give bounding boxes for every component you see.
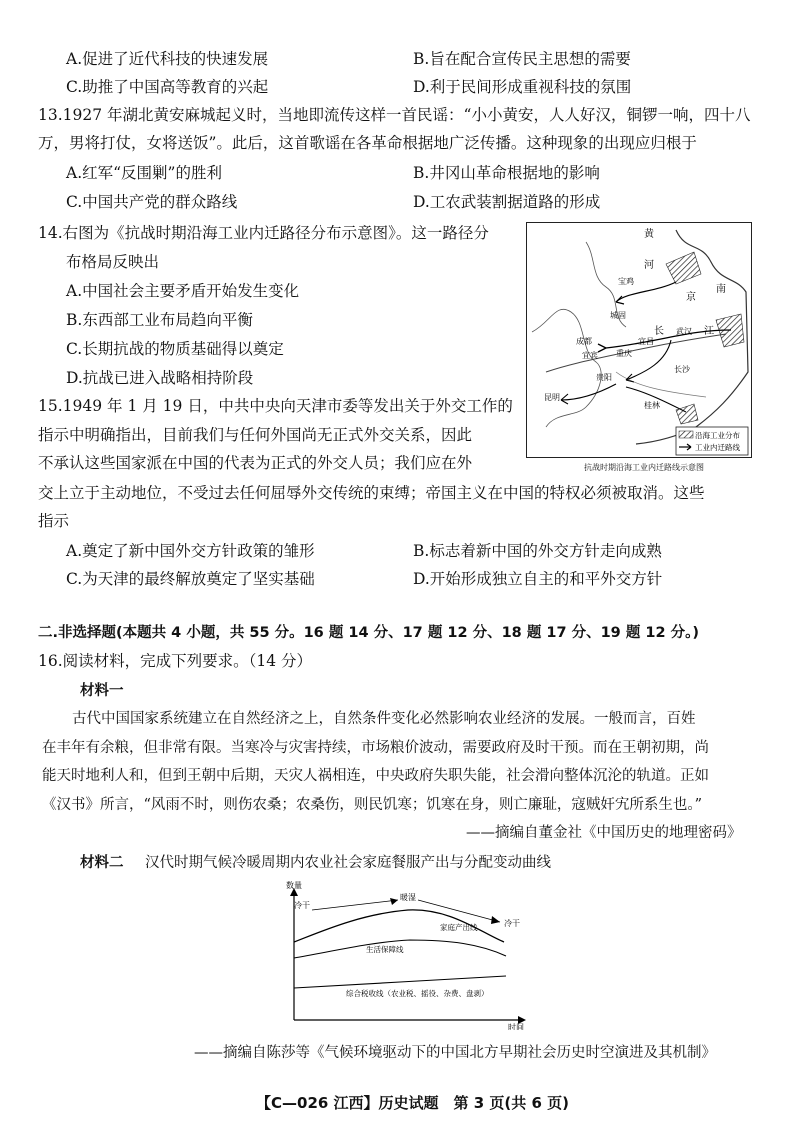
q14-option-a: A.中国社会主要矛盾开始发生变化 [66, 282, 300, 300]
legend-route-label: 工业内迁路线 [695, 443, 740, 452]
map-svg [526, 222, 752, 458]
material2-caption: 汉代时期气候冷暖周期内农业社会家庭餐服产出与分配变动曲线 [145, 855, 551, 871]
map-label-baoji: 宝鸡 [618, 277, 634, 286]
q13-stem-line2: 万，男将打仗，女将送饭”。此后，这首歌谣在各革命根据地广泛传播。这种现象的出现应归根于 [38, 134, 697, 152]
map-label-kunming: 昆明 [544, 393, 560, 402]
q15-line4: 交上立于主动地位，不受过去任何屈辱外交传统的束缚；帝国主义在中国的特权必须被取消。这些 [38, 484, 705, 502]
map-label-chang: 长 [654, 326, 664, 337]
map-label-changsha: 长沙 [674, 365, 690, 374]
q14-option-c: C.长期抗战的物质基础得以奠定 [66, 340, 284, 358]
section2-heading: 二.非选择题(本题共 4 小题，共 55 分。16 题 14 分、17 题 12 分、18 题 17 分、19 题 12 分。) [38, 625, 699, 641]
map-label-he: 河 [644, 260, 654, 271]
q13-option-d: D.工农武装割据道路的形成 [413, 193, 601, 211]
map-label-yichang: 宜昌 [638, 337, 654, 346]
map-label-chongqing: 重庆 [616, 349, 632, 358]
q15-option-b: B.标志着新中国的外交方针走向成熟 [413, 542, 662, 560]
map-label-wuhan: 武汉 [676, 327, 692, 336]
q14-stem-line1: 14.右图为《抗战时期沿海工业内迁路径分布示意图》。这一路径分 [38, 224, 489, 242]
q13-option-b: B.井冈山革命根据地的影响 [413, 164, 600, 182]
material1-line2: 在丰年有余粮，但非常有限。当寒冷与灾害持续，市场粮价波动，需要政府及时干预。而在王朝初期，尚 [42, 740, 709, 756]
q14-option-d: D.抗战已进入战略相持阶段 [66, 369, 254, 387]
q15-option-a: A.奠定了新中国外交方针政策的雏形 [66, 542, 315, 560]
legend-hatch-swatch [679, 431, 693, 438]
x-axis-label: 时间 [508, 1023, 524, 1030]
q12-option-d: D.利于民间形成重视科技的氛围 [413, 78, 632, 96]
q14-stem-line2: 布格局反映出 [66, 253, 160, 271]
material2-title: 材料二 [80, 855, 124, 871]
chart-svg [280, 880, 530, 1030]
q13-option-a: A.红军“反围剿”的胜利 [66, 164, 222, 182]
q15-line3: 不承认这些国家派在中国的代表为正式的外交人员；我们应在外 [38, 454, 473, 472]
map-label-huang: 黄 [644, 229, 654, 240]
annot-cold-dry-2: 冷干 [504, 919, 520, 928]
q13-option-c: C.中国共产党的群众路线 [66, 193, 238, 211]
map-label-jing: 京 [686, 292, 696, 303]
map-label-guilin: 桂林 [644, 401, 660, 410]
q15-line2: 指示中明确指出，目前我们与任何外国尚无正式外交关系，因此 [38, 426, 473, 444]
q12-option-c: C.助推了中国高等教育的兴起 [66, 78, 269, 96]
annot-cold-dry-1: 冷干 [294, 901, 310, 910]
industry-relocation-map [526, 222, 752, 458]
y-axis-label: 数量 [286, 881, 302, 890]
material1-title: 材料一 [80, 683, 124, 699]
climate-output-chart [280, 880, 530, 1030]
material2-source: ——摘编自陈莎等《气候环境驱动下的中国北方早期社会历史时空演进及其机制》 [194, 1045, 716, 1061]
series-living-security-label: 生活保障线 [366, 945, 404, 954]
page-footer: 【C—026 江西】历史试题 第 3 页(共 6 页) [256, 1094, 570, 1112]
series-household-output-label: 家庭产出线 [440, 923, 478, 932]
material1-source: ——摘编自董金社《中国历史的地理密码》 [466, 825, 742, 841]
map-label-yibin: 宜宾 [582, 351, 598, 360]
q16-stem: 16.阅读材料，完成下列要求。（14 分） [38, 652, 313, 670]
map-label-guiyang: 贵阳 [596, 373, 612, 382]
q12-option-b: B.旨在配合宣传民主思想的需要 [413, 50, 631, 68]
q13-stem-line1: 13.1927 年湖北黄安麻城起义时，当地即流传这样一首民谣：“小小黄安，人人好汉，铜锣一响，四十八 [38, 106, 751, 124]
material1-line1: 古代中国国家系统建立在自然经济之上，自然条件变化必然影响农业经济的发展。一般而言，百姓 [72, 711, 696, 727]
q15-option-d: D.开始形成独立自主的和平外交方针 [413, 570, 663, 588]
map-label-jiang: 江 [704, 326, 714, 337]
map-label-hanzhong: 城固 [610, 311, 626, 320]
arrow-cold-to-warm [312, 900, 398, 910]
legend-coastal-label: 沿海工业分布 [695, 431, 740, 440]
series-tax [294, 976, 506, 988]
annot-warm-wet: 暖湿 [400, 893, 416, 902]
map-label-chengdu: 成都 [576, 337, 592, 346]
map-caption: 抗战时期沿海工业内迁路线示意图 [584, 463, 704, 472]
series-tax-label: 综合税收线（农业税、摇役、杂费、盘剥） [346, 989, 489, 998]
material1-line4: 《汉书》所言，“风雨不时，则伤农桑；农桑伤，则民饥寒；饥寒在身，则亡廉耻，寇贼奸宄所系生也。” [42, 797, 703, 813]
map-label-nan: 南 [716, 284, 726, 295]
q14-option-b: B.东西部工业布局趋向平衡 [66, 311, 253, 329]
q15-line5: 指示 [38, 512, 70, 530]
q15-option-c: C.为天津的最终解放奠定了坚实基础 [66, 570, 315, 588]
q12-option-a: A.促进了近代科技的快速发展 [66, 50, 269, 68]
q15-line1: 15.1949 年 1 月 19 日，中共中央向天津市委等发出关于外交工作的 [38, 397, 513, 415]
material1-line3: 能天时地利人和，但到王朝中后期，天灾人祸相连，中央政府失职失能，社会滑向整体沉沦的轨道。正如 [42, 768, 709, 784]
